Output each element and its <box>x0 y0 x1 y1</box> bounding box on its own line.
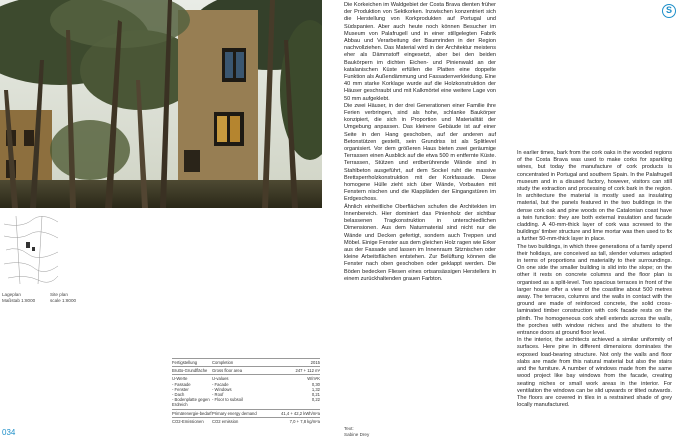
table-row <box>172 366 320 374</box>
table-cell-value: 0,22 <box>311 397 320 403</box>
text-credit <box>344 426 369 437</box>
section-badge: S <box>662 4 676 18</box>
table-cell-value: 41,4 + 42,2 kWh/m²a <box>281 410 320 416</box>
table-cell-de: - Fassade <box>172 381 191 387</box>
paragraph: Die zwei Häuser, in der drei Generationen einer Familie ihre Ferien verbringen, sind als hohe, schlanke Baukörper konzipiert, die sich in Proportion und Materialität der Umgebung anpassen. Das kleinere Gebäude ist auf einer Seite in den Hang geschoben, auf der anderen auf Betonstützen gestellt, sein Grundriss ist als Splitlevel organisiert. Vor dem größeren Haus bieten zwei geräumige Terrassen einen Ausblick auf die etwa 500 m entfernte Küste. Terrassen, Stützen und erdberührende Wände sind in Stahlbeton ausgeführt, auf dem Sockel ruht die massive Brettsperrholzkonstruktion mit der Korkfassade. Diese homogene Hülle zieht sich über Wände, Vorbauten mit Fenstern nischen und die Klappläden der Eingangstüren im Erdgeschoss. <box>344 102 496 203</box>
table-cell-de: U-Werte <box>172 376 188 382</box>
credit-label: Text: <box>344 426 354 431</box>
table-cell-de: - Fenster <box>172 386 189 392</box>
table-row <box>172 417 320 425</box>
table-cell-de: CO2-Emissionen <box>172 418 204 424</box>
table-cell-de: Primärenergie-bedarf <box>172 410 212 416</box>
table-cell-en: - Windows <box>212 386 232 392</box>
page-number: 034 <box>2 428 16 437</box>
table-row <box>172 409 320 417</box>
table-cell-de: - Dach <box>172 392 185 398</box>
table-cell-value: 2015 <box>310 360 320 365</box>
table-cell-de: - Bodenplatte gegen Erdreich <box>172 397 210 408</box>
caption-line: Site plan <box>50 292 68 297</box>
table-cell-de: Brutto-Grundfläche <box>172 368 208 374</box>
paragraph: In the interior, the architects achieved a similar uniformity of surfaces. Here pine in different dimensions dominates the exposed load-bearing structure. Not only the walls and floor slabs are made from this natural material but also the stairs and the furniture. A number of windows made from the same wood project like bay windows from the facade, creating seating niches or small work areas in the interior. For ventilation the windows can be slid upwards or tilted outwards. The floors are covered in tiles in a restrained shade of grey locally manufactured. <box>517 337 672 409</box>
table-cell-value: 1,32 <box>311 386 320 392</box>
paragraph: The two buildings, in which three generations of a family spend their holidays, are conceived as tall, slender volumes adapted in terms of proportions and materiality to their surroundings. On one side the smaller building is slid into the slope; on the other it rests on concrete columns and the floor plan is organised as a split-level. Two spacious terraces in front of the larger house offer a view of the coastline about 500 metres away. The terraces, columns and the walls in contact with the ground are made of reinforced concrete, the solid cross-laminated timber construction with cork facade rests on the plinth. The homogeneous cork shell extends across the walls, the porches with window niches and the shutters to the entrance doors at ground floor level. <box>517 243 672 337</box>
paragraph: Ähnlich einheitliche Oberflächen schufen die Architekten im Innenbereich. Hier dominiert das Pinienholz der sichtbar belassenen Tragkonstruktion in unterschiedlichen Dimensionen. Aus dem Naturmaterial sind nicht nur die Wände und Decken gefertigt, sondern auch Treppen und Möbel. Einige Fenster aus dem gleichen Holz ragen wie Erker aus der Fassade und lassen im Innenraum Sitznischen oder kleine Arbeitsflächen entstehen. Zur Belüftung können die Fenster nach oben geschoben oder geklappt werden. Die Böden bedecken Fliesen eines ortsansässigen Herstellers in einem zurückhaltenden grauen Farbton. <box>344 203 496 282</box>
table-cell-value: 0,30 <box>311 381 320 387</box>
table-cell-en: - Facade <box>212 381 229 387</box>
table-cell-value: W/m²K <box>307 376 320 382</box>
table-cell-value: 7,0 + 7,8 kg/m²a <box>289 418 320 424</box>
caption-line: scale 1:8000 <box>50 297 77 303</box>
house-photo <box>0 0 322 208</box>
caption-line: Lageplan <box>2 292 21 297</box>
caption-site-plan-de <box>2 292 42 304</box>
table-cell-en: Gross floor area <box>212 368 243 374</box>
table-cell-en: CO2 emission <box>212 418 239 424</box>
site-plan <box>2 214 60 286</box>
credit-author: Sabine Drey <box>344 431 370 437</box>
paragraph: In earlier times, bark from the cork oaks in the wooded regions of the Costa Brava was used to make corks for sparkling wines, but today the manufacture of cork products is concentrated in Portugal and southern Spain. In the Palafrugell museum and in a disused factory, however, visitors can still study the extraction and processing of cork bark in the region. In architecture the material is mostly used as insulating material, but the panels featured in the two buildings in the dense cork oak and pine woods on the Catalonian coast have a twin function: they are both external insulation and facade cladding. A 40-mm-thick layer of cork was screwed to the buildings' timber structure and lime mortar was then used to fix a further 50-mm-thick layer in place. <box>517 150 672 243</box>
building-data-table <box>172 358 320 425</box>
table-cell-en: - Roof <box>212 392 224 398</box>
table-cell-en: U-values <box>212 376 229 382</box>
table-cell-en: Completion <box>212 360 234 365</box>
body-text-german <box>344 2 496 283</box>
caption-line: Maßstab 1:8000 <box>2 297 36 303</box>
table-cell-en: Primary energy demand <box>212 410 257 416</box>
table-row-u-values <box>172 374 320 408</box>
body-text-english <box>517 150 672 409</box>
table-cell-de: Fertigstellung <box>172 360 198 365</box>
paragraph: Die Korkeichen im Waldgebiet der Costa Brava dienten früher der Produktion von Sektkorken. Inzwischen konzentriert sich die Herstellung von Korkprodukten auf Portugal und Südspanien. Aber auch heute noch können Besucher im Museum von Palafrugell und in einer stillgelegten Fabrik Abbau und Verarbeitung der Baumrinden in der Region nachvollziehen. Das Material wird in der Architektur meistens eher als Dämmstoff eingesetzt, aber bei den beiden Baukörpern im dichten Eichen- und Pinienwald an der katalanischen Küste erfüllen die Platten eine doppelte Funktion als Außendämmung und Fassadenverkleidung. Eine 40 mm starke Korklage wurde auf die Holzkonstruktion der Häuser geschraubt und mit Kalkmörtel eine weitere Lage von 50 mm aufgeklebt. <box>344 2 496 102</box>
table-row <box>172 358 320 366</box>
table-cell-value: 247 + 112 m² <box>295 368 320 374</box>
caption-site-plan-en <box>50 292 90 304</box>
table-cell-en: - Floor to subsoil <box>212 397 243 403</box>
table-cell-value: 0,21 <box>311 392 320 398</box>
